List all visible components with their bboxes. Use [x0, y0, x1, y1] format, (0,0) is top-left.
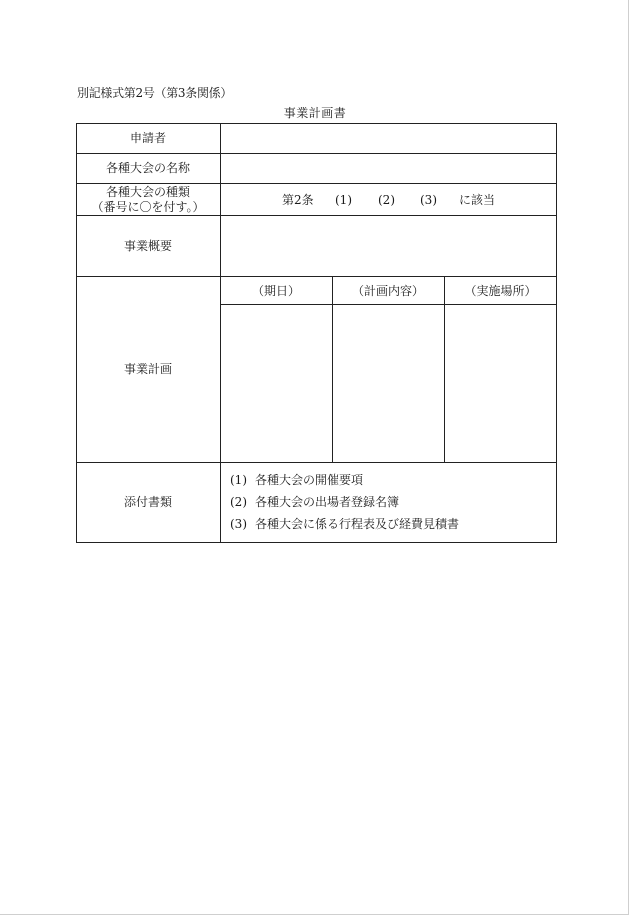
- attachment-text: 各種大会の開催要項: [255, 473, 364, 487]
- attachment-item: [230, 473, 363, 487]
- option-1[interactable]: (1): [335, 193, 352, 207]
- attachment-number: (3): [230, 517, 247, 531]
- attachment-item: [230, 495, 399, 509]
- event-type-label-line1: 各種大会の種類: [105, 185, 190, 199]
- article-text: 第2条: [282, 193, 314, 207]
- attachments-label: 添付書類: [123, 495, 172, 509]
- plan-col-location: （実施場所）: [464, 284, 537, 298]
- row-divider: [76, 215, 557, 216]
- row-divider: [76, 276, 557, 277]
- form-reference: 別記様式第2号（第3条関係）: [77, 86, 233, 100]
- attachment-item: [230, 517, 459, 531]
- row-divider: [76, 183, 557, 184]
- applicable-suffix: に該当: [459, 193, 496, 207]
- event-type-label-line2: （番号に〇を付す。）: [91, 200, 205, 214]
- attachment-text: 各種大会の出場者登録名簿: [255, 495, 400, 509]
- overview-label: 事業概要: [123, 239, 172, 253]
- attachment-number: (2): [230, 495, 247, 509]
- plan-header-divider: [220, 304, 557, 305]
- row-divider: [76, 462, 557, 463]
- event-name-label: 各種大会の名称: [105, 161, 190, 175]
- applicant-label: 申請者: [129, 131, 166, 145]
- plan-col-content: （計画内容）: [351, 284, 424, 298]
- option-3[interactable]: (3): [420, 193, 437, 207]
- attachment-number: (1): [230, 473, 247, 487]
- plan-column-divider: [332, 276, 333, 462]
- plan-col-date: （期日）: [251, 284, 300, 298]
- option-2[interactable]: (2): [378, 193, 395, 207]
- label-column-divider: [220, 123, 221, 543]
- plan-column-divider: [444, 276, 445, 462]
- plan-label: 事業計画: [123, 362, 172, 376]
- attachment-text: 各種大会に係る行程表及び経費見積書: [255, 517, 460, 531]
- row-divider: [76, 153, 557, 154]
- document-title: 事業計画書: [283, 106, 347, 120]
